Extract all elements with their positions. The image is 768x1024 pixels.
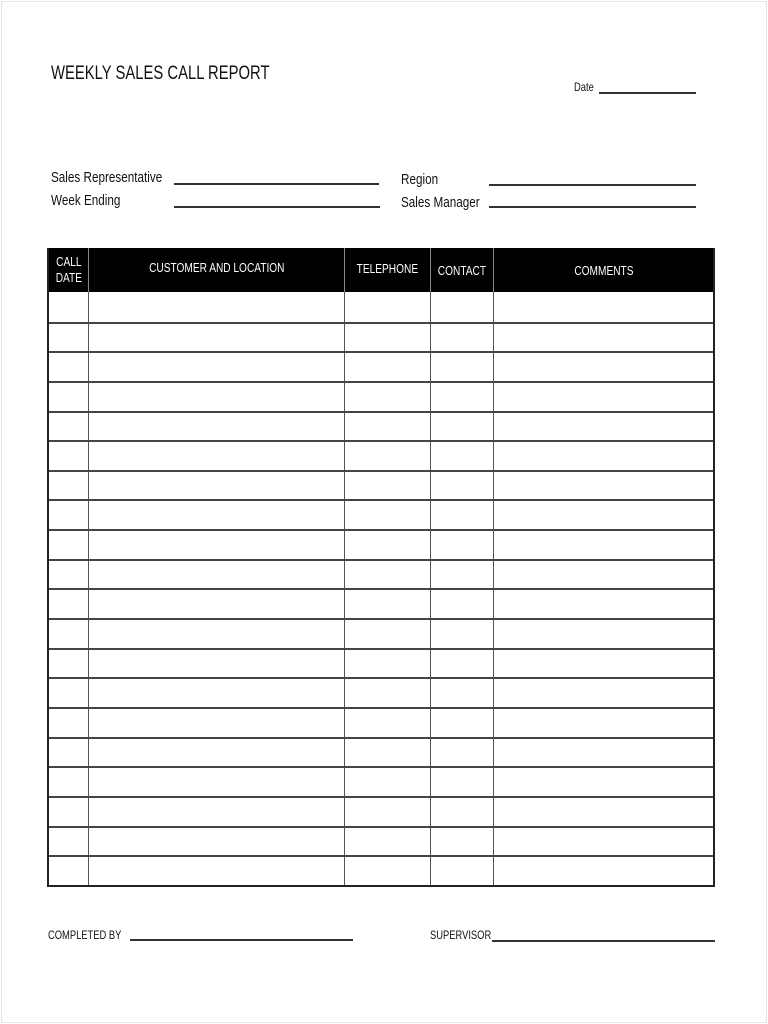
date-field[interactable] xyxy=(599,92,696,94)
table-row xyxy=(49,855,713,885)
header-comments: COMMENTS xyxy=(573,263,634,278)
telephone-cell xyxy=(345,857,431,885)
call-date-cell xyxy=(49,383,89,411)
telephone-cell xyxy=(345,324,431,352)
telephone-cell xyxy=(345,620,431,648)
table-row xyxy=(49,292,713,322)
telephone-cell xyxy=(345,442,431,470)
call-date-cell xyxy=(49,768,89,796)
contact-input[interactable] xyxy=(431,501,493,529)
customer-location-cell xyxy=(89,501,345,529)
contact-input[interactable] xyxy=(431,739,493,767)
contact-input[interactable] xyxy=(431,828,493,856)
contact-input[interactable] xyxy=(431,383,493,411)
contact-cell xyxy=(431,383,494,411)
comments-cell xyxy=(494,442,713,470)
contact-input[interactable] xyxy=(431,292,493,322)
call-date-input[interactable] xyxy=(49,768,88,796)
contact-input[interactable] xyxy=(431,798,493,826)
comments-cell xyxy=(494,620,713,648)
call-date-input[interactable] xyxy=(49,324,88,352)
table-row xyxy=(49,381,713,411)
telephone-cell xyxy=(345,413,431,441)
call-date-cell xyxy=(49,292,89,322)
contact-input[interactable] xyxy=(431,413,493,441)
contact-cell xyxy=(431,472,494,500)
table-body xyxy=(49,292,713,885)
table-row xyxy=(49,411,713,441)
call-date-cell xyxy=(49,531,89,559)
comments-input[interactable] xyxy=(494,650,713,678)
customer-location-input[interactable] xyxy=(89,739,344,767)
page-title: WEEKLY SALES CALL REPORT xyxy=(51,63,270,84)
telephone-cell xyxy=(345,561,431,589)
contact-input[interactable] xyxy=(431,650,493,678)
week-ending-field[interactable] xyxy=(174,206,380,208)
telephone-input[interactable] xyxy=(345,383,430,411)
comments-cell xyxy=(494,413,713,441)
call-date-cell xyxy=(49,442,89,470)
customer-location-cell xyxy=(89,739,345,767)
header-call-date: CALL DATE xyxy=(49,248,89,292)
contact-cell xyxy=(431,768,494,796)
date-label: Date xyxy=(574,80,594,94)
customer-location-input[interactable] xyxy=(89,650,344,678)
contact-cell xyxy=(431,798,494,826)
telephone-input[interactable] xyxy=(345,442,430,470)
call-date-cell xyxy=(49,798,89,826)
contact-cell xyxy=(431,413,494,441)
comments-input[interactable] xyxy=(494,590,713,618)
contact-input[interactable] xyxy=(431,620,493,648)
telephone-input[interactable] xyxy=(345,709,430,737)
call-date-input[interactable] xyxy=(49,292,88,322)
comments-cell xyxy=(494,531,713,559)
telephone-input[interactable] xyxy=(345,798,430,826)
telephone-input[interactable] xyxy=(345,501,430,529)
call-date-cell xyxy=(49,650,89,678)
call-date-cell xyxy=(49,828,89,856)
contact-input[interactable] xyxy=(431,442,493,470)
customer-location-cell xyxy=(89,650,345,678)
contact-cell xyxy=(431,857,494,885)
week-ending-label: Week Ending xyxy=(51,192,121,209)
table-header xyxy=(49,248,713,292)
comments-cell xyxy=(494,679,713,707)
customer-location-input[interactable] xyxy=(89,353,344,381)
call-date-input[interactable] xyxy=(49,442,88,470)
comments-input[interactable] xyxy=(494,561,713,589)
comments-cell xyxy=(494,324,713,352)
telephone-input[interactable] xyxy=(345,353,430,381)
contact-cell xyxy=(431,650,494,678)
telephone-input[interactable] xyxy=(345,828,430,856)
customer-location-input[interactable] xyxy=(89,768,344,796)
call-date-input[interactable] xyxy=(49,413,88,441)
call-date-cell xyxy=(49,324,89,352)
call-date-input[interactable] xyxy=(49,798,88,826)
customer-location-cell xyxy=(89,292,345,322)
telephone-input[interactable] xyxy=(345,561,430,589)
telephone-cell xyxy=(345,383,431,411)
customer-location-input[interactable] xyxy=(89,472,344,500)
call-date-input[interactable] xyxy=(49,679,88,707)
contact-cell xyxy=(431,679,494,707)
contact-cell xyxy=(431,353,494,381)
call-date-input[interactable] xyxy=(49,501,88,529)
comments-cell xyxy=(494,650,713,678)
table-row xyxy=(49,737,713,767)
call-log-table xyxy=(47,248,715,887)
call-date-input[interactable] xyxy=(49,472,88,500)
comments-input[interactable] xyxy=(494,501,713,529)
call-date-cell xyxy=(49,561,89,589)
contact-input[interactable] xyxy=(431,561,493,589)
telephone-cell xyxy=(345,292,431,322)
customer-location-cell xyxy=(89,531,345,559)
comments-input[interactable] xyxy=(494,679,713,707)
supervisor-label: SUPERVISOR xyxy=(430,928,492,942)
contact-input[interactable] xyxy=(431,679,493,707)
call-date-input[interactable] xyxy=(49,620,88,648)
call-date-cell xyxy=(49,857,89,885)
call-date-cell xyxy=(49,620,89,648)
comments-input[interactable] xyxy=(494,383,713,411)
comments-input[interactable] xyxy=(494,798,713,826)
report-page xyxy=(1,1,767,1023)
header-telephone: TELEPHONE xyxy=(345,248,431,292)
telephone-cell xyxy=(345,501,431,529)
call-date-cell xyxy=(49,679,89,707)
customer-location-input[interactable] xyxy=(89,383,344,411)
comments-input[interactable] xyxy=(494,472,713,500)
table-row xyxy=(49,796,713,826)
telephone-cell xyxy=(345,590,431,618)
customer-location-cell xyxy=(89,472,345,500)
comments-cell xyxy=(494,292,713,322)
call-date-cell xyxy=(49,739,89,767)
customer-location-input[interactable] xyxy=(89,324,344,352)
comments-input[interactable] xyxy=(494,739,713,767)
call-date-input[interactable] xyxy=(49,561,88,589)
comments-cell xyxy=(494,353,713,381)
table-row xyxy=(49,588,713,618)
sales-representative-field[interactable] xyxy=(174,183,379,185)
customer-location-input[interactable] xyxy=(89,828,344,856)
comments-cell xyxy=(494,739,713,767)
call-date-input[interactable] xyxy=(49,650,88,678)
contact-cell xyxy=(431,531,494,559)
sales-representative-label: Sales Representative xyxy=(51,169,163,186)
comments-input[interactable] xyxy=(494,709,713,737)
comments-cell xyxy=(494,561,713,589)
comments-cell xyxy=(494,857,713,885)
contact-cell xyxy=(431,739,494,767)
customer-location-input[interactable] xyxy=(89,590,344,618)
telephone-cell xyxy=(345,531,431,559)
customer-location-cell xyxy=(89,561,345,589)
comments-input[interactable] xyxy=(494,413,713,441)
table-row xyxy=(49,440,713,470)
sales-manager-label: Sales Manager xyxy=(401,194,480,211)
comments-cell xyxy=(494,709,713,737)
customer-location-input[interactable] xyxy=(89,413,344,441)
telephone-input[interactable] xyxy=(345,857,430,885)
telephone-input[interactable] xyxy=(345,531,430,559)
contact-cell xyxy=(431,292,494,322)
telephone-input[interactable] xyxy=(345,679,430,707)
contact-cell xyxy=(431,501,494,529)
contact-cell xyxy=(431,442,494,470)
contact-cell xyxy=(431,324,494,352)
telephone-cell xyxy=(345,353,431,381)
call-date-input[interactable] xyxy=(49,709,88,737)
comments-input[interactable] xyxy=(494,292,713,322)
table-row xyxy=(49,766,713,796)
telephone-cell xyxy=(345,828,431,856)
telephone-input[interactable] xyxy=(345,650,430,678)
customer-location-input[interactable] xyxy=(89,292,344,322)
comments-input[interactable] xyxy=(494,857,713,885)
telephone-cell xyxy=(345,798,431,826)
customer-location-input[interactable] xyxy=(89,442,344,470)
supervisor-field[interactable] xyxy=(492,940,715,942)
customer-location-cell xyxy=(89,828,345,856)
table-row xyxy=(49,499,713,529)
customer-location-input[interactable] xyxy=(89,501,344,529)
region-field[interactable] xyxy=(489,184,696,186)
completed-by-field[interactable] xyxy=(130,939,353,941)
customer-location-input[interactable] xyxy=(89,561,344,589)
contact-input[interactable] xyxy=(431,709,493,737)
telephone-input[interactable] xyxy=(345,292,430,322)
contact-cell xyxy=(431,561,494,589)
telephone-input[interactable] xyxy=(345,739,430,767)
comments-cell xyxy=(494,501,713,529)
call-date-input[interactable] xyxy=(49,531,88,559)
customer-location-cell xyxy=(89,324,345,352)
telephone-input[interactable] xyxy=(345,472,430,500)
customer-location-cell xyxy=(89,768,345,796)
header-customer-location: CUSTOMER AND LOCATION xyxy=(89,248,345,292)
telephone-input[interactable] xyxy=(345,324,430,352)
customer-location-cell xyxy=(89,413,345,441)
contact-cell xyxy=(431,620,494,648)
call-date-input[interactable] xyxy=(49,739,88,767)
comments-cell xyxy=(494,828,713,856)
table-row xyxy=(49,559,713,589)
customer-location-input[interactable] xyxy=(89,620,344,648)
call-date-cell xyxy=(49,501,89,529)
call-date-cell xyxy=(49,353,89,381)
telephone-cell xyxy=(345,768,431,796)
telephone-input[interactable] xyxy=(345,590,430,618)
telephone-input[interactable] xyxy=(345,620,430,648)
comments-input[interactable] xyxy=(494,442,713,470)
customer-location-input[interactable] xyxy=(89,531,344,559)
call-date-input[interactable] xyxy=(49,857,88,885)
customer-location-cell xyxy=(89,857,345,885)
contact-input[interactable] xyxy=(431,531,493,559)
table-row xyxy=(49,618,713,648)
call-date-cell xyxy=(49,709,89,737)
customer-location-cell xyxy=(89,353,345,381)
telephone-cell xyxy=(345,739,431,767)
completed-by-label: COMPLETED BY xyxy=(48,928,122,942)
comments-input[interactable] xyxy=(494,828,713,856)
contact-input[interactable] xyxy=(431,353,493,381)
contact-input[interactable] xyxy=(431,324,493,352)
table-row xyxy=(49,826,713,856)
telephone-cell xyxy=(345,709,431,737)
contact-input[interactable] xyxy=(431,590,493,618)
contact-cell xyxy=(431,709,494,737)
comments-input[interactable] xyxy=(494,324,713,352)
comments-cell xyxy=(494,590,713,618)
customer-location-cell xyxy=(89,620,345,648)
call-date-input[interactable] xyxy=(49,383,88,411)
telephone-cell xyxy=(345,679,431,707)
customer-location-cell xyxy=(89,590,345,618)
telephone-input[interactable] xyxy=(345,768,430,796)
call-date-input[interactable] xyxy=(49,590,88,618)
table-row xyxy=(49,677,713,707)
contact-cell xyxy=(431,828,494,856)
customer-location-cell xyxy=(89,383,345,411)
table-row xyxy=(49,351,713,381)
customer-location-cell xyxy=(89,442,345,470)
sales-manager-field[interactable] xyxy=(489,206,696,208)
customer-location-cell xyxy=(89,679,345,707)
comments-input[interactable] xyxy=(494,531,713,559)
contact-input[interactable] xyxy=(431,472,493,500)
header-contact: CONTACT xyxy=(431,248,494,292)
table-row xyxy=(49,322,713,352)
call-date-input[interactable] xyxy=(49,353,88,381)
call-date-cell xyxy=(49,590,89,618)
customer-location-input[interactable] xyxy=(89,798,344,826)
comments-cell xyxy=(494,798,713,826)
table-row xyxy=(49,470,713,500)
telephone-cell xyxy=(345,472,431,500)
table-row xyxy=(49,707,713,737)
comments-cell xyxy=(494,768,713,796)
customer-location-input[interactable] xyxy=(89,857,344,885)
customer-location-cell xyxy=(89,798,345,826)
call-date-cell xyxy=(49,472,89,500)
comments-input[interactable] xyxy=(494,768,713,796)
customer-location-cell xyxy=(89,709,345,737)
customer-location-input[interactable] xyxy=(89,679,344,707)
comments-cell xyxy=(494,472,713,500)
comments-input[interactable] xyxy=(494,620,713,648)
contact-cell xyxy=(431,590,494,618)
table-row xyxy=(49,529,713,559)
call-date-input[interactable] xyxy=(49,828,88,856)
comments-cell xyxy=(494,383,713,411)
contact-input[interactable] xyxy=(431,768,493,796)
contact-input[interactable] xyxy=(431,857,493,885)
call-date-cell xyxy=(49,413,89,441)
telephone-cell xyxy=(345,650,431,678)
telephone-input[interactable] xyxy=(345,413,430,441)
customer-location-input[interactable] xyxy=(89,709,344,737)
comments-input[interactable] xyxy=(494,353,713,381)
table-row xyxy=(49,648,713,678)
region-label: Region xyxy=(401,171,439,188)
